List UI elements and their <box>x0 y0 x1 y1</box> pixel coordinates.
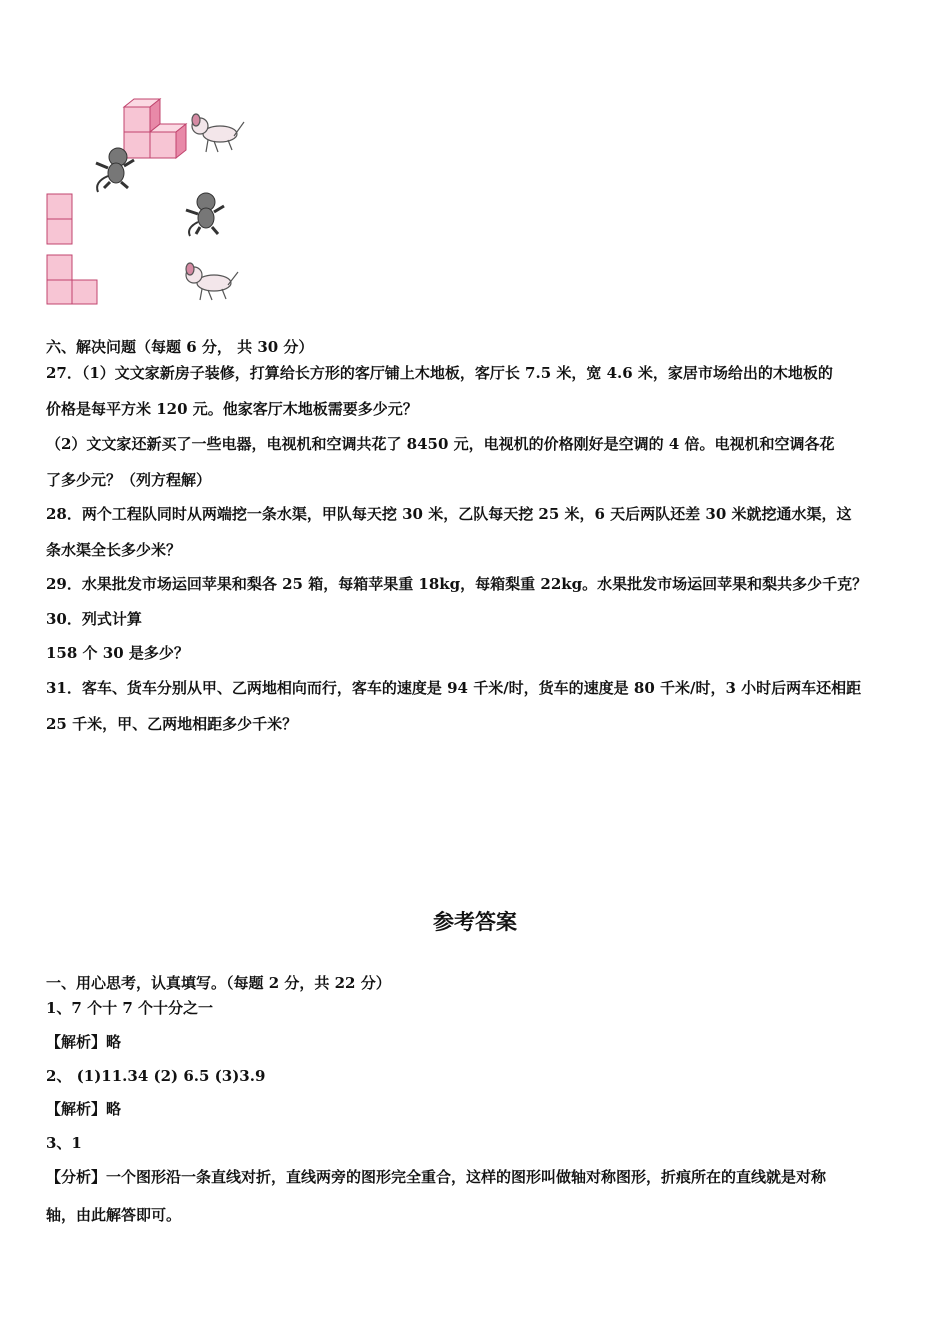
answer-3: 3、1 <box>46 1134 82 1152</box>
dog-icon <box>186 263 238 300</box>
q31-line1: 31．客车、货车分别从甲、乙两地相向而行，客车的速度是 94 千米/时，货车的速度是 80 千米/时，3 小时后两车还相距 <box>46 679 862 697</box>
view-shape-l <box>47 255 97 304</box>
cube-view-figure <box>0 0 950 320</box>
answer-1-analysis: 【解析】略 <box>46 1033 122 1051</box>
cube-stack <box>124 99 186 158</box>
answer-3-analysis-line1: 【分析】一个图形沿一条直线对折，直线两旁的图形完全重合，这样的图形叫做轴对称图形，折痕所在的直线就是对称 <box>46 1168 827 1186</box>
monkey-icon <box>186 193 224 236</box>
section6-heading: 六、解决问题（每题 6 分， 共 30 分） <box>46 338 314 356</box>
dog-icon <box>192 114 244 152</box>
q30-line2: 158 个 30 是多少？ <box>46 644 189 662</box>
q27-line4: 了多少元？（列方程解） <box>46 471 212 489</box>
answers-section1-heading: 一、用心思考，认真填写。（每题 2 分，共 22 分） <box>46 974 391 992</box>
q27-line2: 价格是每平方米 120 元。他家客厅木地板需要多少元？ <box>46 400 418 418</box>
q28-line1: 28．两个工程队同时从两端挖一条水渠，甲队每天挖 30 米，乙队每天挖 25 米，6 天后两队还差 30 米就挖通水渠，这 <box>46 505 852 523</box>
answer-2: 2、 (1)11.34 (2) 6.5 (3)3.9 <box>46 1067 266 1085</box>
q27-line1: 27．（1）文文家新房子装修，打算给长方形的客厅铺上木地板，客厅长 7.5 米，宽 4.6 米，家居市场给出的木地板的 <box>46 364 833 382</box>
answers-title: 参考答案 <box>433 910 517 934</box>
q27-line3: （2）文文家还新买了一些电器，电视机和空调共花了 8450 元，电视机的价格刚好是空调的 4 倍。电视机和空调各花 <box>46 435 835 453</box>
answer-2-analysis: 【解析】略 <box>46 1100 122 1118</box>
q29-line1: 29．水果批发市场运回苹果和梨各 25 箱，每箱苹果重 18kg，每箱梨重 22kg。水果批发市场运回苹果和梨共多少千克？ <box>46 575 868 593</box>
q28-line2: 条水渠全长多少米？ <box>46 541 182 559</box>
answer-1: 1、7 个十 7 个十分之一 <box>46 999 213 1017</box>
answer-3-analysis-line2: 轴，由此解答即可。 <box>46 1206 182 1224</box>
view-shape-vertical <box>47 194 72 244</box>
q30-line1: 30．列式计算 <box>46 610 142 628</box>
q31-line2: 25 千米，甲、乙两地相距多少千米？ <box>46 715 298 733</box>
